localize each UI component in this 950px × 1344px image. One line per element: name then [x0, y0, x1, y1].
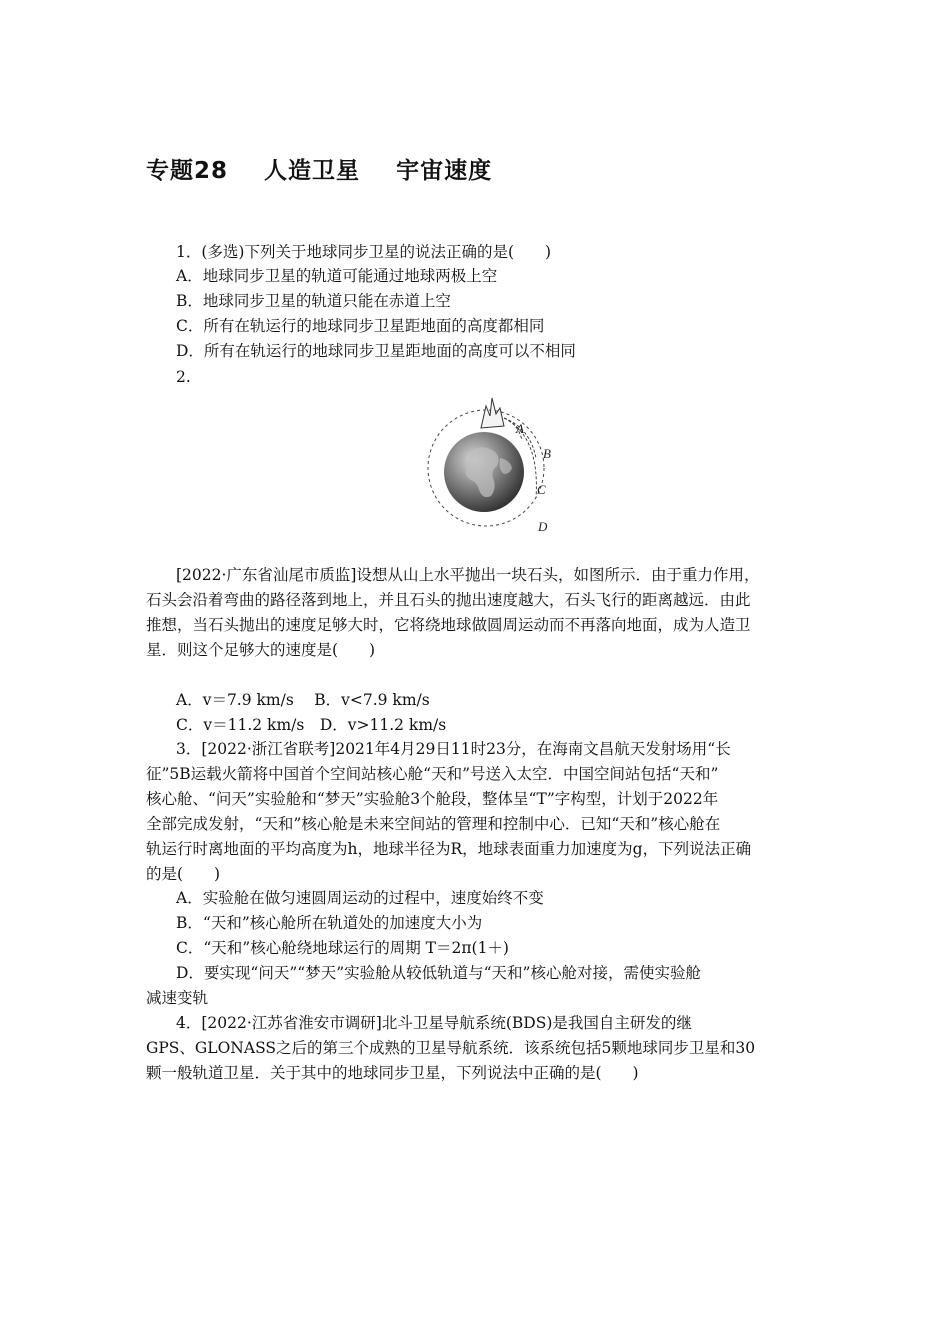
q2-options-cd: C．v＝11.2 km/s D．v>11.2 km/s [176, 716, 447, 734]
mountain-shape [481, 398, 504, 428]
q3-option-c: C．“天和”核心舱绕地球运行的周期 T＝2π(1＋) [176, 939, 509, 957]
q3-option-b: B．“天和”核心舱所在轨道处的加速度大小为 [176, 914, 483, 932]
q2-stem-line-4: 星．则这个足够大的速度是( ) [146, 641, 376, 659]
label-b: B [543, 446, 551, 461]
earth-orbit-figure [418, 388, 568, 538]
q3-stem-line-4: 全部完成发射，“天和”核心舱是未来空间站的管理和控制中心．已知“天和”核心舱在 [146, 815, 721, 833]
q3-option-a: A．实验舱在做匀速圆周运动的过程中，速度始终不变 [176, 889, 544, 907]
q1-option-b: B．地球同步卫星的轨道只能在赤道上空 [176, 292, 451, 310]
q1-option-a: A．地球同步卫星的轨道可能通过地球两极上空 [176, 267, 498, 285]
q2-number: 2. [176, 368, 191, 386]
q3-stem-line-5: 轨运行时离地面的平均高度为h，地球半径为R，地球表面重力加速度为g，下列说法正确 [146, 840, 752, 858]
page-title: 专题28 人造卫星 宇宙速度 [146, 158, 493, 184]
q3-stem-line-6: 的是( ) [146, 865, 221, 883]
q2-stem-line-3: 推想，当石头抛出的速度足够大时，它将绕地球做圆周运动而不再落向地面，成为人造卫 [146, 616, 751, 634]
q3-option-d: D．要实现“问天”“梦天”实验舱从较低轨道与“天和”核心舱对接，需使实验舱 [176, 964, 701, 982]
q3-stem-line-3: 核心舱、“问天”实验舱和“梦天”实验舱3个舱段，整体呈“T”字构型，计划于2022年 [146, 790, 719, 808]
q3-stem-line-2: 征”5B运载火箭将中国首个空间站核心舱“天和”号送入太空．中国空间站包括“天和” [146, 765, 719, 783]
q1-option-d: D．所有在轨运行的地球同步卫星距地面的高度可以不相同 [176, 342, 576, 360]
q2-stem-line-1: [2022·广东省汕尾市质监]设想从山上水平抛出一块石头，如图所示．由于重力作用， [176, 566, 760, 584]
label-c: C [537, 482, 546, 497]
q1-stem: 1．(多选)下列关于地球同步卫星的说法正确的是( ) [176, 243, 552, 261]
q4-stem-line-3: 颗一般轨道卫星．关于其中的地球同步卫星，下列说法中正确的是( ) [146, 1064, 639, 1082]
q3-option-d-cont: 减速变轨 [146, 989, 209, 1007]
q4-stem-line-1: 4．[2022·江苏省淮安市调研]北斗卫星导航系统(BDS)是我国自主研发的继 [176, 1014, 692, 1032]
q4-stem-line-2: GPS、GLONASS之后的第三个成熟的卫星导航系统．该系统包括5颗地球同步卫星和30 [146, 1039, 756, 1057]
q2-options-ab: A．v＝7.9 km/s B．v<7.9 km/s [176, 691, 430, 709]
label-d: D [538, 519, 548, 534]
q1-option-c: C．所有在轨运行的地球同步卫星距地面的高度都相同 [176, 317, 545, 335]
label-a: A [516, 421, 524, 436]
q2-stem-line-2: 石头会沿着弯曲的路径落到地上，并且石头的抛出速度越大，石头飞行的距离越远．由此 [146, 591, 751, 609]
q3-stem-line-1: 3．[2022·浙江省联考]2021年4月29日11时23分，在海南文昌航天发射场用“长 [176, 740, 731, 758]
